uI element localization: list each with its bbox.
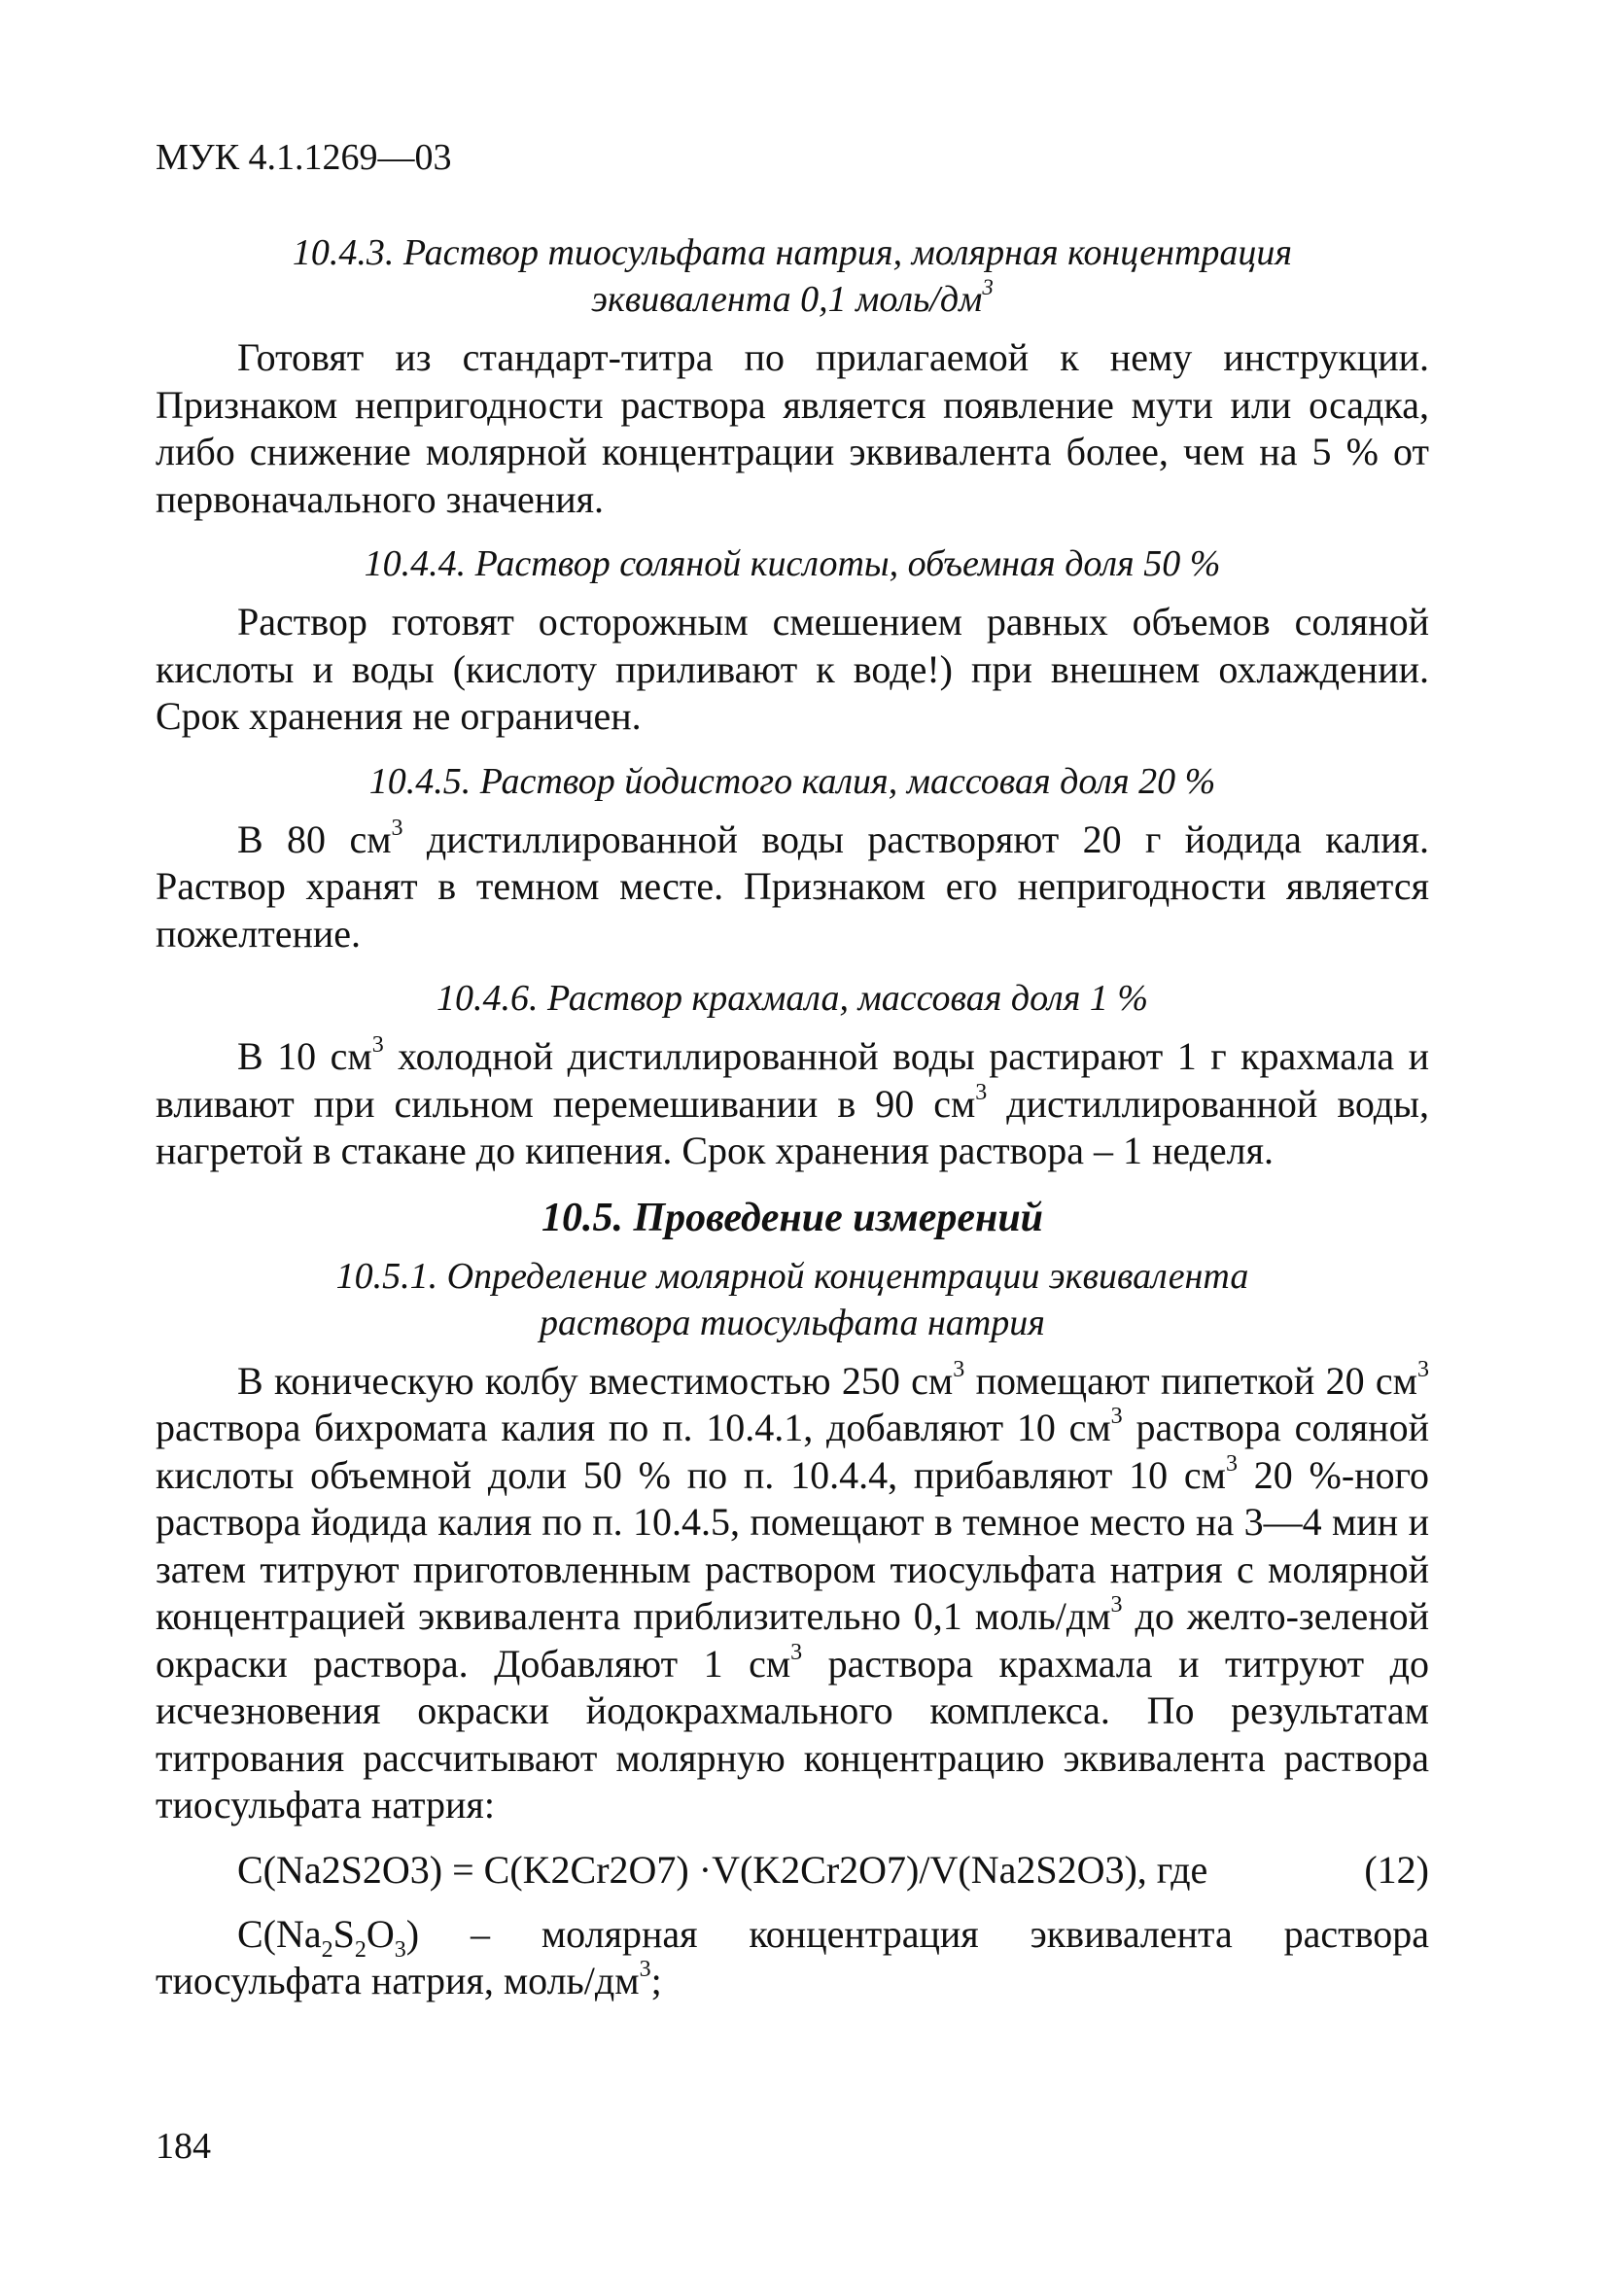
text: ) – молярная концентрация эквивалента раствора тиосульфата натрия, моль/дм [156, 1911, 1429, 2002]
title-text: эквивалента 0,1 моль/дм [591, 279, 983, 320]
title-line-1: 10.5.1. Определение молярной концентрации эквивалента [335, 1255, 1249, 1297]
superscript: 3 [1110, 1404, 1123, 1430]
document-header: МУК 4.1.1269—03 [156, 137, 452, 178]
subscript: 2 [354, 1936, 367, 1963]
text: дистиллированной воды растворяют 20 г йодида калия. Раствор хранят в темном месте. Признаком его непригодности является пожелтение. [156, 817, 1429, 956]
text: 20 %-ного раствора йодида калия по п. 10.4.5, помещают в темное место на 3—4 мин и затем титруют приготовленным раствором тиосульфата натрия с молярной концентрацией эквивалента приблизительно 0,1 моль/дм [156, 1452, 1429, 1638]
paragraph-10-4-3: Готовят из стандарт-титра по прилагаемой к нему инструкции. Признаком непригодности раствора является появление мути или осадка, либо снижение молярной концентрации эквивалента более, чем на 5 % от первоначального значения. [156, 335, 1429, 521]
title-line-2 [156, 276, 1429, 323]
paragraph-10-4-6 [156, 1033, 1429, 1175]
subsection-title-10-5-1 [156, 1253, 1429, 1346]
text: O [366, 1911, 395, 1956]
document-page [156, 136, 1429, 2023]
text: помещают пипеткой 20 см [964, 1358, 1417, 1403]
subsection-title-10-4-5: 10.4.5. Раствор йодистого калия, массовая доля 20 % [368, 760, 1216, 802]
superscript: 3 [1225, 1450, 1238, 1477]
superscript: 3 [391, 815, 403, 841]
page-number: 184 [156, 2126, 211, 2167]
text: холодной дистиллированной воды растирают 1 г крахмала и вливают при сильном перемешивании в 90 см [156, 1034, 1430, 1126]
definition-paragraph [156, 1911, 1429, 2005]
title-line-1: 10.4.3. Раствор тиосульфата натрия, молярная концентрация [292, 232, 1293, 273]
text: В 80 см [237, 817, 392, 861]
superscript: 3 [639, 1957, 651, 1983]
superscript: 3 [982, 274, 994, 299]
superscript: 3 [371, 1032, 384, 1059]
formula-12 [156, 1847, 1429, 1894]
superscript: 3 [1110, 1592, 1123, 1618]
section-title-10-5: 10.5. Проведение измерений [541, 1195, 1044, 1240]
text: ; [650, 1959, 662, 2002]
paragraph-10-5-1 [156, 1358, 1429, 1829]
title-line-2: раствора тиосульфата натрия [540, 1302, 1045, 1343]
text: дистиллированной воды, нагретой в стакане до кипения. Срок хранения раствора – 1 неделя. [156, 1081, 1430, 1172]
equation-number: (12) [1364, 1847, 1429, 1892]
text: раствора соляной кислоты объемной доли 50 % по п. 10.4.4, прибавляют 10 см [156, 1406, 1429, 1497]
superscript: 3 [790, 1639, 803, 1665]
paragraph-10-4-5 [156, 817, 1429, 958]
superscript: 3 [975, 1079, 988, 1105]
paragraph-10-4-4: Раствор готовят осторожным смешением равных объемов соляной кислоты и воды (кислоту приливают к воде!) при внешнем охлаждении. Срок хранения не ограничен. [156, 600, 1429, 738]
subscript: 2 [321, 1936, 333, 1963]
text: раствора крахмала и титруют до исчезновения окраски йодокрахмального комплекса. По результатам титрования рассчитывают молярную концентрацию эквивалента раствора тиосульфата натрия: [156, 1641, 1429, 1826]
formula-text: C(Na2S2O3) = C(K2Cr2O7) ·V(K2Cr2O7)/V(Na2S2O3), где [237, 1847, 1208, 1892]
text: В коническую колбу вместимостью 250 см [237, 1358, 954, 1403]
text: C(Na [237, 1911, 322, 1956]
subsection-title-10-4-3 [156, 229, 1429, 323]
text: S [332, 1911, 355, 1956]
subscript: 3 [394, 1936, 406, 1963]
superscript: 3 [1417, 1356, 1429, 1382]
subsection-title-10-4-4: 10.4.4. Раствор соляной кислоты, объемная доля 50 % [364, 543, 1221, 584]
subsection-title-10-4-6: 10.4.6. Раствор крахмала, массовая доля 1 % [436, 978, 1149, 1019]
superscript: 3 [953, 1356, 965, 1382]
text: до желто-зеленой окраски раствора. Добавляют 1 см [156, 1594, 1430, 1686]
text: В 10 см [237, 1034, 372, 1078]
text: раствора бихромата калия по п. 10.4.1, добавляют 10 см [156, 1406, 1111, 1449]
